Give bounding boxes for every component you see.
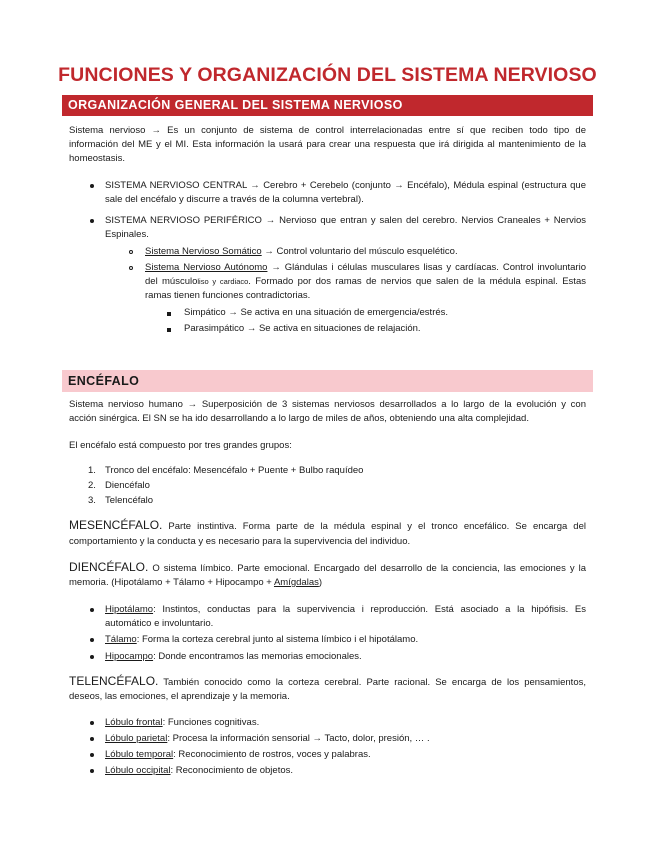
lobulo-temporal-text: : Reconocimiento de rostros, voces y palabras.	[173, 749, 371, 760]
snp-line-1: SISTEMA NERVIOSO PERIFÉRICO → Nervioso que entran y salen del cerebro. Nervios Craneales + Nervios	[105, 215, 586, 226]
bullet-circle	[129, 250, 133, 254]
document-title: FUNCIONES Y ORGANIZACIÓN DEL SISTEMA NERVIOSO	[58, 64, 597, 86]
bullet-dot	[90, 608, 94, 612]
diencefalo-text: O sistema límbico. Parte emocional. Encargado del desarrollo de la conciencia, las emociones y la	[148, 563, 586, 574]
hipocampo-item	[105, 650, 362, 664]
diencefalo-line-1	[69, 561, 586, 576]
diencefalo-line-2	[69, 576, 322, 590]
bullet-square	[167, 328, 171, 332]
somatico-text: → Control voluntario del músculo esquelético.	[261, 246, 458, 257]
lobulo-occipital-text: : Reconocimiento de objetos.	[170, 765, 294, 776]
telencefalo-line-2: deseos, las emociones, el aprendizaje y la memoria.	[69, 691, 290, 702]
lobulo-frontal-item	[105, 716, 259, 730]
hipotalamo-text: : Instintos, conductas para la supervivencia i reproducción. Está asociado a la hipófisis. Es	[153, 604, 586, 615]
intro-line-3: homeostasis.	[69, 153, 125, 164]
bullet-dot	[90, 769, 94, 773]
bullet-dot	[90, 638, 94, 642]
bullet-dot	[90, 184, 94, 188]
autonomo-line-2	[145, 275, 586, 289]
section-heading-label: ENCÉFALO	[68, 374, 140, 388]
section-heading-label: ORGANIZACIÓN GENERAL DEL SISTEMA NERVIOSO	[68, 98, 403, 112]
autonomo-line-1	[145, 261, 586, 275]
talamo-item	[105, 633, 418, 647]
bullet-dot	[90, 753, 94, 757]
encefalo-intro-line-1: Sistema nervioso humano → Superposición de 3 sistemas nerviosos desarrollados a lo largo de la evolución y con	[69, 399, 586, 410]
autonomo-text-2b: . Formado por dos ramas de nervios que salen de la médula espinal. Estas	[248, 276, 586, 287]
talamo-text: : Forma la corteza cerebral junto al sistema límbico i el hipotálamo.	[136, 634, 419, 645]
section-heading-organizacion	[62, 95, 593, 116]
bullet-dot	[90, 219, 94, 223]
lobulo-temporal-item	[105, 748, 371, 762]
diencefalo-term: DIENCÉFALO.	[69, 560, 149, 574]
telencefalo-line-1	[69, 675, 586, 690]
encefalo-intro-line-2: acción sinérgica. El SN se ha ido desarrollando a lo largo de miles de años, obteniendo una alta complejidad.	[69, 413, 529, 424]
parasimpatico-item: Parasimpático → Se activa en situaciones de relajación.	[184, 323, 421, 334]
lobulo-parietal-item	[105, 732, 430, 746]
diencefalo-text-2b: )	[318, 577, 323, 588]
telencefalo-text: También conocido como la corteza cerebral. Parte racional. Se encarga de los pensamientos,	[158, 677, 586, 688]
list-number: 3.	[88, 495, 96, 506]
bullet-dot	[90, 721, 94, 725]
lobulo-frontal-text: : Funciones cognitivas.	[162, 717, 260, 728]
lobulo-temporal-term: Lóbulo temporal	[105, 749, 174, 760]
list-number: 2.	[88, 480, 96, 491]
simpatico-item: Simpático → Se activa en una situación de emergencia/estrés.	[184, 307, 449, 318]
snc-line-1: SISTEMA NERVIOSO CENTRAL → Cerebro + Cerebelo (conjunto → Encéfalo), Médula espinal (estructura que	[105, 180, 586, 191]
bullet-dot	[90, 737, 94, 741]
lobulo-occipital-term: Lóbulo occipital	[105, 765, 171, 776]
intro-line-1: Sistema nervioso → Es un conjunto de sistema de control interrelacionadas entre sí que reciben todo tipo de	[69, 125, 586, 136]
autonomo-text-1: → Glándulas i células musculares lisas y cardíacas. Control involuntario	[267, 262, 586, 273]
hipotalamo-line-2: automático e involuntario.	[105, 618, 214, 629]
bullet-circle	[129, 266, 133, 270]
hipotalamo-term: Hipotálamo	[105, 604, 154, 615]
list-number: 1.	[88, 465, 96, 476]
telencefalo-term: TELENCÉFALO.	[69, 674, 159, 688]
amigdalas-term: Amígdalas	[273, 577, 319, 588]
intro-line-2: información del ME y el MI. Esta información la usará para crear una respuesta que irá dirigida al mantenimiento de la	[69, 139, 586, 150]
mesencefalo-term: MESENCÉFALO.	[69, 518, 163, 532]
mesencefalo-line-1	[69, 519, 586, 534]
autonomo-term: Sistema Nervioso Autónomo	[145, 262, 268, 273]
lobulo-occipital-item	[105, 764, 293, 778]
lobulo-parietal-text: : Procesa la información sensorial → Tacto, dolor, presión, … .	[167, 733, 430, 744]
hipotalamo-line-1	[105, 603, 586, 617]
section-heading-encefalo	[62, 370, 593, 392]
hipocampo-term: Hipocampo	[105, 651, 154, 662]
groups-intro: El encéfalo está compuesto por tres grandes grupos:	[69, 440, 292, 451]
group-item-3: Telencéfalo	[105, 495, 154, 506]
snc-line-2: sale del encéfalo y discurre a través de la columna vertebral).	[105, 194, 364, 205]
bullet-dot	[90, 655, 94, 659]
talamo-term: Tálamo	[105, 634, 137, 645]
snp-line-2: Espinales.	[105, 229, 149, 240]
autonomo-line-3: ramas tienen funciones contradictorias.	[145, 290, 311, 301]
somatico-term: Sistema Nervioso Somático	[145, 246, 262, 257]
group-item-2: Diencéfalo	[105, 480, 150, 491]
autonomo-text-small: liso y cardiaco	[197, 277, 249, 286]
somatico-item	[145, 245, 458, 259]
lobulo-frontal-term: Lóbulo frontal	[105, 717, 163, 728]
diencefalo-text-2a: memoria. (Hipotálamo + Tálamo + Hipocampo +	[69, 577, 274, 588]
autonomo-text-2a: del músculo	[145, 276, 198, 287]
hipocampo-text: : Donde encontramos las memorias emocionales.	[153, 651, 362, 662]
mesencefalo-text: Parte instintiva. Forma parte de la médula espinal y el tronco encefálico. Se encarga del	[162, 521, 586, 532]
lobulo-parietal-term: Lóbulo parietal	[105, 733, 168, 744]
bullet-square	[167, 312, 171, 316]
group-item-1: Tronco del encéfalo: Mesencéfalo + Puente + Bulbo raquídeo	[105, 465, 364, 476]
mesencefalo-line-2: comportamiento y la conducta y es necesario para la supervivencia del individuo.	[69, 536, 411, 547]
